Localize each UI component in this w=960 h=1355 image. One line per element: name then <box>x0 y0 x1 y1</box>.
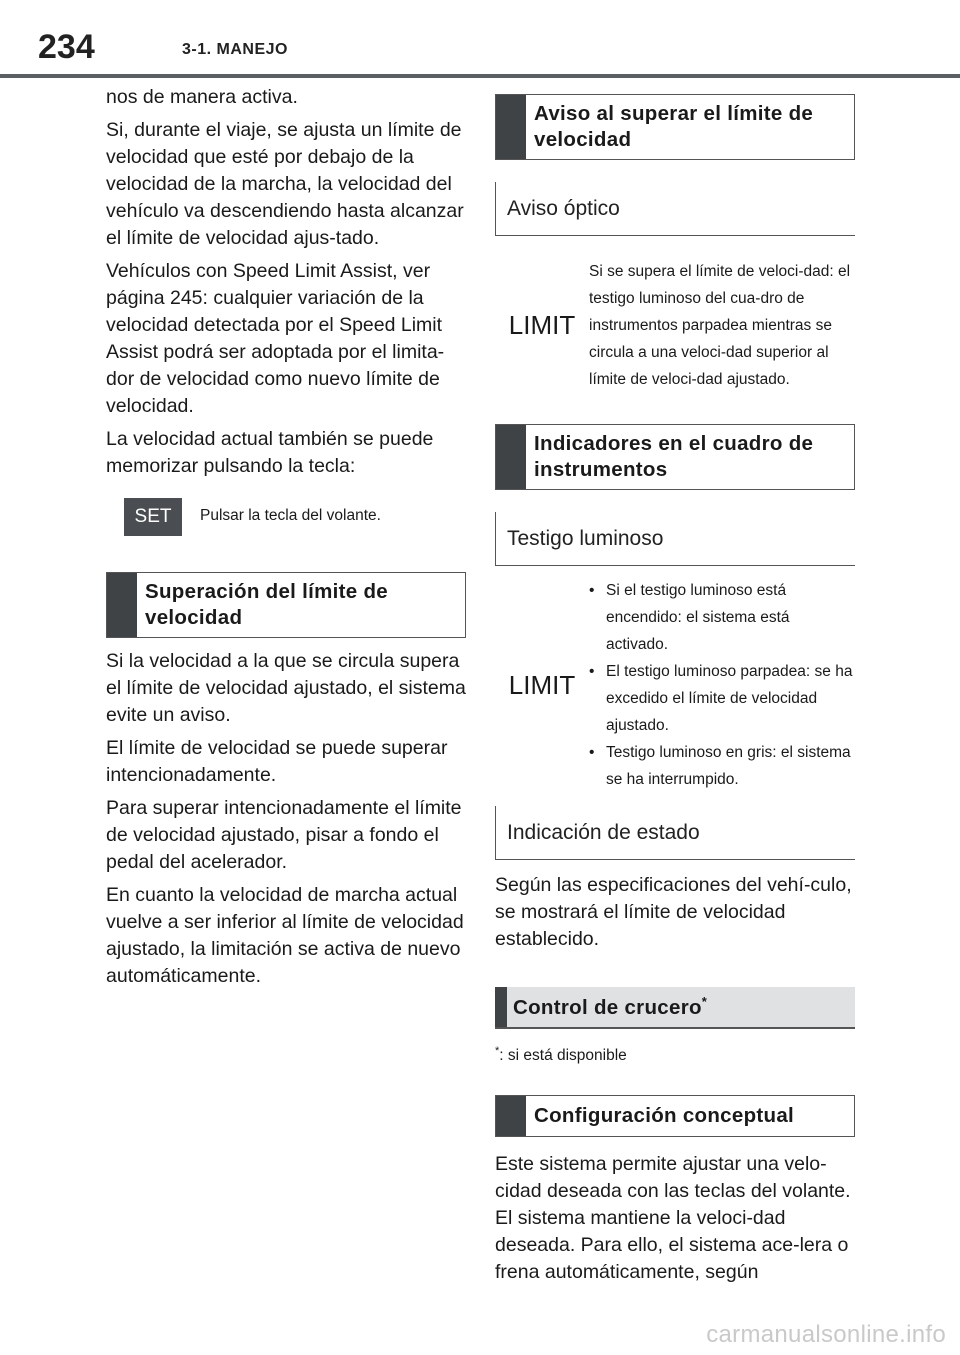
watermark: carmanualsonline.info <box>706 1321 946 1348</box>
set-key-text: Pulsar la tecla del volante. <box>200 507 381 524</box>
page-number: 234 <box>38 28 95 66</box>
section-title: Indicadores en el cuadro de instrumentos <box>534 432 814 481</box>
paragraph: Para superar intencionadamente el límite de velocidad ajustado, pisar a fondo el pedal del acelerador. <box>106 797 462 873</box>
bullet-item: • El testigo luminoso parpadea: se ha excedido el límite de velocidad ajustado. <box>589 658 855 739</box>
section-bar <box>496 425 526 489</box>
bullet-item: • Si el testigo luminoso está encendido: el sistema está activado. <box>589 577 855 658</box>
limit-indicator-icon: LIMIT <box>508 669 576 700</box>
section-bar <box>495 987 507 1027</box>
paragraph: En cuanto la velocidad de marcha actual vuelve a ser inferior al límite de velocidad ajustado, la limitación se activa de nuevo automáticamente. <box>106 884 464 987</box>
footnote-text: : si está disponible <box>499 1047 627 1065</box>
section-header-aviso <box>495 94 855 160</box>
left-column <box>106 84 466 996</box>
section-header-cruise <box>495 987 855 1029</box>
section-title: Aviso al superar el límite de velocidad <box>534 102 814 151</box>
paragraph: Si la velocidad a la que se circula supera el límite de velocidad ajustado, el sistema evite un aviso. <box>106 650 466 726</box>
section-title: Superación del límite de velocidad <box>145 580 389 629</box>
indicator-warning-light <box>495 576 855 794</box>
set-key-row <box>124 498 466 536</box>
indicator-optical <box>495 246 855 404</box>
page-header <box>0 0 960 78</box>
section-title: Configuración conceptual <box>534 1104 795 1128</box>
chapter-title: 3-1. MANEJO <box>182 41 288 58</box>
section-title <box>513 994 707 1020</box>
section-header-superacion <box>106 572 466 638</box>
subhead-aviso-optico: Aviso óptico <box>495 182 855 236</box>
section-bar <box>496 95 526 159</box>
paragraph: nos de manera activa. <box>106 86 298 108</box>
limit-indicator-icon: LIMIT <box>508 309 576 340</box>
footnote-marker: * <box>495 1045 500 1057</box>
set-key-symbol: SET <box>124 498 182 536</box>
subhead-estado: Indicación de estado <box>495 806 855 860</box>
bullet-item: • Testigo luminoso en gris: el sistema se ha interrumpido. <box>589 739 855 793</box>
section-bar <box>107 573 137 637</box>
indicator-text: Si se supera el límite de veloci-dad: el testigo luminoso del cua-dro de instrumentos parpadea mientras se circula a una veloci-dad superior al límite de veloci-dad ajustado. <box>589 262 851 388</box>
footnote <box>495 1045 855 1065</box>
indicator-bullets <box>589 577 855 793</box>
subhead-testigo: Testigo luminoso <box>495 512 855 566</box>
paragraph: Este sistema permite ajustar una velo-cidad deseada con las teclas del volante. El sistema mantiene la veloci-dad deseada. Para ello, el sistema ace-lera o frena automáticamente, según <box>495 1153 851 1284</box>
paragraph: Según las especificaciones del vehí-culo, se mostrará el límite de velocidad establecido. <box>495 874 852 950</box>
section-bar <box>496 1096 526 1136</box>
right-column <box>495 94 855 1292</box>
header-rule <box>0 74 960 78</box>
section-header-indicadores <box>495 424 855 490</box>
paragraph: Vehículos con Speed Limit Assist, ver página 245: cualquier variación de la velocidad detectada por el Speed Limit Assist podrá ser adoptada por el limita-dor de velocidad como nuevo límite de velocidad. <box>106 260 445 417</box>
paragraph: La velocidad actual también se puede memorizar pulsando la tecla: <box>106 428 434 477</box>
cruise-title: Control de crucero <box>513 995 702 1019</box>
section-header-configuracion <box>495 1095 855 1137</box>
paragraph: Si, durante el viaje, se ajusta un límite de velocidad que esté por debajo de la velocidad de la marcha, la velocidad del vehículo va descendiendo hasta alcanzar el límite de velocidad ajus-tado. <box>106 119 464 249</box>
paragraph: El límite de velocidad se puede superar intencionadamente. <box>106 737 448 786</box>
footnote-marker: * <box>701 994 708 1010</box>
